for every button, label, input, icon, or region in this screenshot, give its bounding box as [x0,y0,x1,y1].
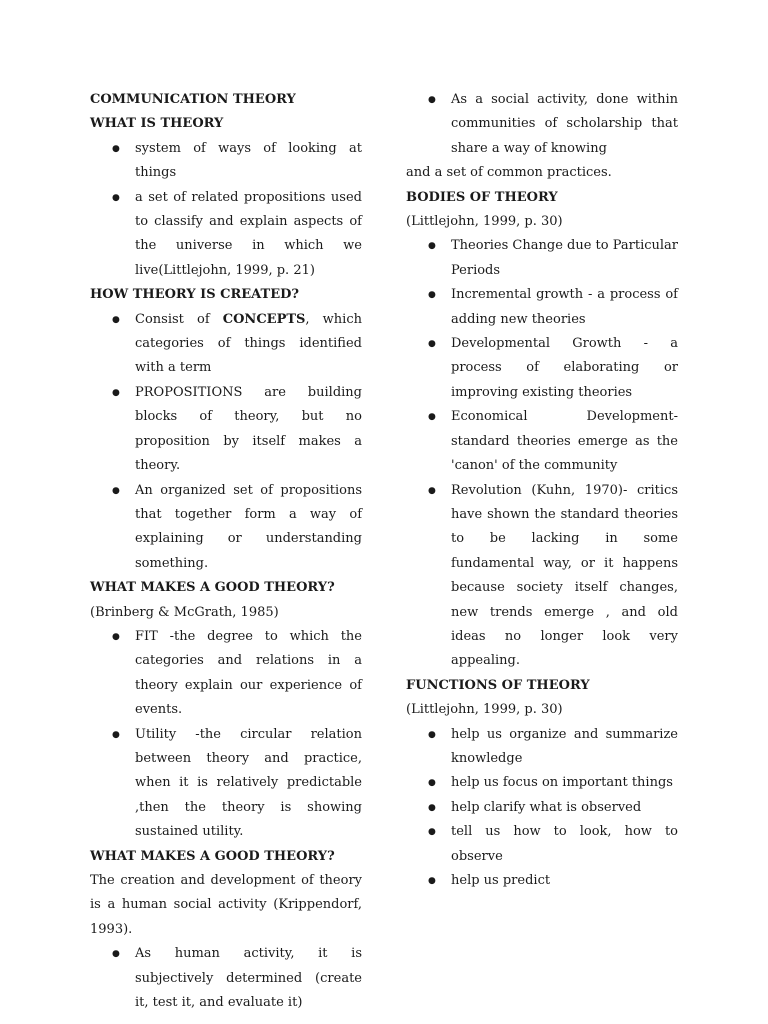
list-bodies-of-theory [406,234,678,673]
list-item: ● Developmental Growth - a process of elaborating or improving existing theories [406,332,678,405]
list-functions-of-theory [406,723,678,894]
list-item: ● help us predict [406,869,678,893]
list-continued [406,88,678,161]
item-text: Consist of [135,311,223,327]
list-good-theory-1 [90,625,362,845]
list-what-is-theory [90,137,362,283]
list-item: ● As a social activity, done within communities of scholarship that share a way of knowing [406,88,678,161]
list-good-theory-2 [90,942,362,1015]
list-item [90,308,362,381]
citation: (Littlejohn, 1999, p. 30) [406,214,563,230]
list-item: ● FIT -the degree to which the categories and relations in a theory explain our experience of events. [90,625,362,723]
heading-bodies-of-theory: BODIES OF THEORY [406,189,558,205]
heading-functions-of-theory: FUNCTIONS OF THEORY [406,677,590,693]
document-title: COMMUNICATION THEORY [90,92,296,107]
list-item: ● a set of related propositions used to classify and explain aspects of the universe in which we live(Littlejohn, 1999, p. 21) [90,186,362,284]
list-item: ● help us organize and summarize knowledge [406,723,678,772]
list-item: ● Incremental growth - a process of adding new theories [406,283,678,332]
item-text: , which categories of things identified with a term [135,311,362,376]
left-column [90,88,362,1015]
list-item: ● help us focus on important things [406,771,678,795]
citation: (Littlejohn, 1999, p. 30) [406,702,563,718]
list-item: ● system of ways of looking at things [90,137,362,186]
list-item: ● PROPOSITIONS are building blocks of theory, but no proposition by itself makes a theory. [90,381,362,479]
list-item: ● As human activity, it is subjectively determined (create it, test it, and evaluate it) [90,942,362,1015]
citation: (Brinberg & McGrath, 1985) [90,604,279,620]
list-item: ● Economical Development- standard theories emerge as the 'canon' of the community [406,405,678,478]
list-item: ● Revolution (Kuhn, 1970)- critics have shown the standard theories to be lacking in some fundamental way, or it happens because society itself changes, new trends emerge , and old ideas no longer look very appealing. [406,479,678,674]
list-item: ● An organized set of propositions that together form a way of explaining or understanding something. [90,479,362,577]
list-how-theory-is-created [90,308,362,576]
heading-how-theory-is-created: HOW THEORY IS CREATED? [90,287,300,303]
continuation-text: and a set of common practices. [406,165,612,181]
list-item: ● Theories Change due to Particular Periods [406,234,678,283]
list-item: ● help clarify what is observed [406,796,678,820]
list-item: ● Utility -the circular relation between theory and practice, when it is relatively predictable ,then the theory is showing sustained utility. [90,723,362,845]
concepts-bold-term: CONCEPTS [222,311,306,327]
heading-good-theory-2: WHAT MAKES A GOOD THEORY? [90,848,335,864]
list-item: ● tell us how to look, how to observe [406,820,678,869]
right-column [406,88,678,893]
heading-what-is-theory: WHAT IS THEORY [90,116,224,132]
heading-good-theory-1: WHAT MAKES A GOOD THEORY? [90,580,335,596]
paragraph: The creation and development of theory is a human social activity (Krippendorf, 1993). [90,873,362,937]
